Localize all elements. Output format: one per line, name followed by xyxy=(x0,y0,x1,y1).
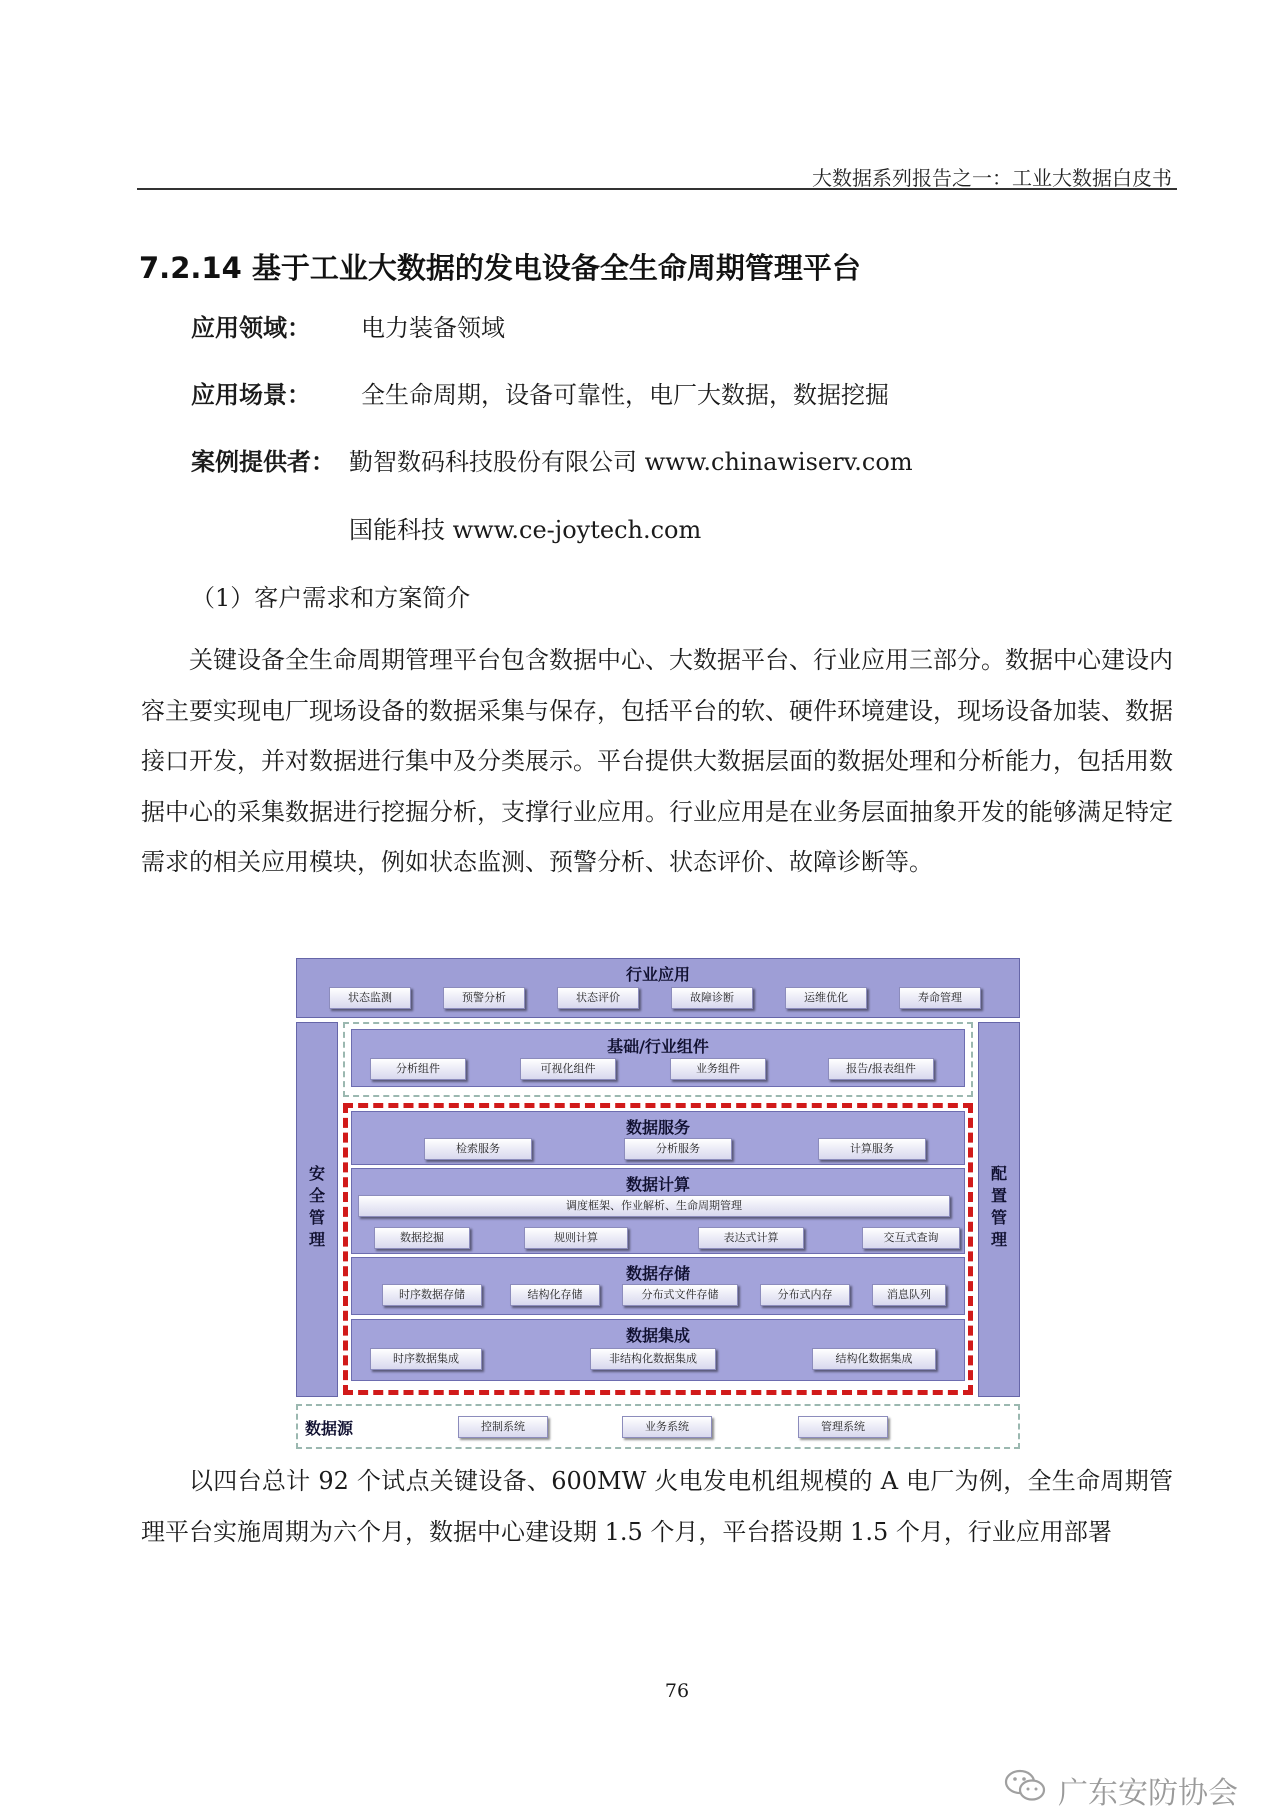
chip-integration-1: 时序数据集成 xyxy=(370,1348,482,1370)
chip-component-2: 可视化组件 xyxy=(520,1058,616,1080)
integration-layer xyxy=(351,1319,965,1381)
provider-label: 案例提供者： xyxy=(191,448,335,476)
scene-value: 全生命周期，设备可靠性，电厂大数据，数据挖掘 xyxy=(361,381,889,409)
domain-value: 电力装备领域 xyxy=(361,314,505,342)
chip-service-3: 计算服务 xyxy=(818,1138,926,1160)
data-source-frame xyxy=(296,1404,1020,1449)
provider-2: 国能科技 www.ce-joytech.com xyxy=(349,516,702,544)
chip-industry-6: 寿命管理 xyxy=(899,987,981,1009)
sub-heading: （1）客户需求和方案简介 xyxy=(191,584,471,612)
services-title: 数据服务 xyxy=(625,1118,690,1137)
header-rule xyxy=(137,188,1177,190)
chip-storage-1: 时序数据存储 xyxy=(382,1284,482,1306)
compute-title: 数据计算 xyxy=(625,1175,690,1194)
chip-compute-wide: 调度框架、作业解析、生命周期管理 xyxy=(358,1195,950,1217)
config-label: 配 置 管 理 xyxy=(990,1164,1007,1249)
chip-compute-1: 数据挖掘 xyxy=(374,1227,470,1249)
chip-storage-4: 分布式内存 xyxy=(760,1284,850,1306)
chip-source-1: 控制系统 xyxy=(458,1416,548,1438)
chip-service-2: 分析服务 xyxy=(624,1138,732,1160)
running-header: 大数据系列报告之一：工业大数据白皮书 xyxy=(812,166,1172,190)
chip-compute-4: 交互式查询 xyxy=(862,1227,960,1249)
security-column xyxy=(296,1022,338,1397)
storage-title: 数据存储 xyxy=(625,1264,690,1283)
chip-storage-5: 消息队列 xyxy=(872,1284,946,1306)
data-source-label: 数据源 xyxy=(305,1419,354,1438)
chip-component-3: 业务组件 xyxy=(670,1058,766,1080)
chip-storage-2: 结构化存储 xyxy=(510,1284,600,1306)
chip-industry-1: 状态监测 xyxy=(329,987,411,1009)
chip-component-4: 报告/报表组件 xyxy=(828,1058,934,1080)
compute-layer xyxy=(351,1168,965,1254)
provider-1: 勤智数码科技股份有限公司 www.chinawiserv.com xyxy=(349,448,913,476)
page-number: 76 xyxy=(664,1680,690,1702)
paragraph-2: 以四台总计 92 个试点关键设备、600MW 火电发电机组规模的 A 电厂为例，全生命周期管理平台实施周期为六个月，数据中心建设期 1.5 个月，平台搭设期 1.5 个月，行业应用部署 xyxy=(141,1467,1173,1546)
components-layer xyxy=(351,1029,965,1087)
security-label: 安 全 管 理 xyxy=(308,1164,325,1249)
config-column xyxy=(978,1022,1020,1397)
chip-integration-2: 非结构化数据集成 xyxy=(590,1348,716,1370)
storage-layer xyxy=(351,1257,965,1315)
domain-label: 应用领域： xyxy=(191,314,311,342)
industry-title: 行业应用 xyxy=(625,965,690,984)
services-layer xyxy=(351,1111,965,1165)
chip-integration-3: 结构化数据集成 xyxy=(812,1348,936,1370)
chip-industry-5: 运维优化 xyxy=(785,987,867,1009)
chip-service-1: 检索服务 xyxy=(424,1138,532,1160)
scene-label: 应用场景： xyxy=(191,381,311,409)
chip-industry-2: 预警分析 xyxy=(443,987,525,1009)
architecture-diagram xyxy=(293,955,1023,1453)
industry-band xyxy=(296,958,1020,1018)
chip-storage-3: 分布式文件存储 xyxy=(622,1284,738,1306)
chip-compute-2: 规则计算 xyxy=(524,1227,628,1249)
wechat-icon xyxy=(1004,1768,1048,1812)
chip-source-3: 管理系统 xyxy=(798,1416,888,1438)
chip-component-1: 分析组件 xyxy=(370,1058,466,1080)
paragraph-1: 关键设备全生命周期管理平台包含数据中心、大数据平台、行业应用三部分。数据中心建设内容主要实现电厂现场设备的数据采集与保存，包括平台的软、硬件环境建设，现场设备加装、数据接口开发，并对数据进行集中及分类展示。平台提供大数据层面的数据处理和分析能力，包括用数据中心的采集数据进行挖掘分析，支撑行业应用。行业应用是在业务层面抽象开发的能够满足特定需求的相关应用模块，例如状态监测、预警分析、状态评价、故障诊断等。 xyxy=(141,646,1173,876)
integration-title: 数据集成 xyxy=(625,1326,690,1345)
chip-compute-3: 表达式计算 xyxy=(698,1227,804,1249)
chip-industry-4: 故障诊断 xyxy=(671,987,753,1009)
chip-industry-3: 状态评价 xyxy=(557,987,639,1009)
chip-source-2: 业务系统 xyxy=(622,1416,712,1438)
components-title: 基础/行业组件 xyxy=(607,1037,709,1056)
watermark-text: 广东安防协会 xyxy=(1058,1776,1238,1811)
watermark xyxy=(1004,1768,1238,1812)
section-title: 7.2.14 基于工业大数据的发电设备全生命周期管理平台 xyxy=(139,251,861,285)
